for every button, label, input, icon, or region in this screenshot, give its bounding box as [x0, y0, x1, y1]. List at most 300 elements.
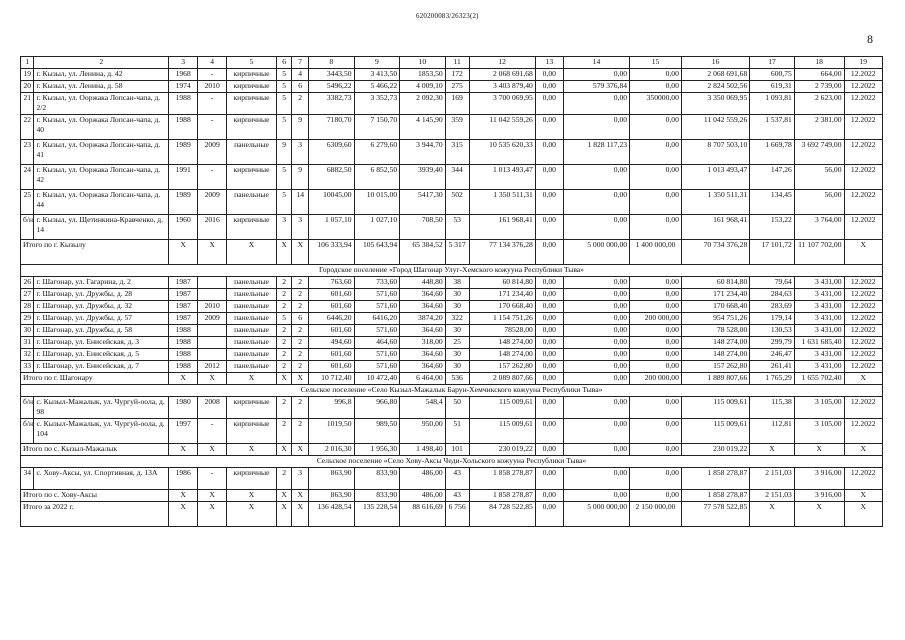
total-cell: X	[292, 444, 309, 456]
total-cell: 5 000 000,00	[563, 240, 629, 265]
table-cell: 161 968,41	[681, 215, 749, 240]
table-cell: 2008	[198, 397, 227, 419]
table-cell: 30	[445, 349, 469, 361]
table-cell: кирпичные	[227, 215, 277, 240]
table-cell: панельные	[227, 325, 277, 337]
total-cell: 0,00	[563, 490, 629, 502]
table-cell: 299,79	[750, 337, 795, 349]
table-cell: 0,00	[535, 190, 563, 215]
total-cell: 486,00	[400, 490, 446, 502]
table-cell: 0,00	[563, 115, 629, 140]
total-cell: 5 000 000,00	[563, 502, 629, 527]
column-number-header: 10	[400, 57, 446, 69]
table-cell: 601,60	[308, 349, 354, 361]
total-cell: 833,90	[354, 490, 400, 502]
total-cell: 200 000,00	[630, 373, 682, 385]
table-cell: 0,00	[563, 313, 629, 325]
table-cell: 5	[276, 69, 292, 81]
table-cell: 8 707 503,10	[681, 140, 749, 165]
total-cell: X	[227, 502, 277, 527]
table-cell	[198, 349, 227, 361]
table-row	[21, 397, 883, 419]
table-cell: 0,00	[535, 289, 563, 301]
table-cell: 0,00	[535, 115, 563, 140]
table-cell: 5	[276, 165, 292, 190]
table-cell: 112,81	[750, 419, 795, 444]
total-cell: 0,00	[535, 373, 563, 385]
total-row	[21, 444, 883, 456]
table-cell: 3 944,70	[400, 140, 446, 165]
total-cell: 2 151,03	[750, 490, 795, 502]
total-cell: 6 464,00	[400, 373, 446, 385]
address-cell: г. Шагонар, ул. Дружбы, д. 32	[34, 301, 169, 313]
total-cell: 5 317	[445, 240, 469, 265]
table-cell: 12.2022	[844, 277, 882, 289]
table-cell: 996,8	[308, 397, 354, 419]
table-cell: 2016	[198, 215, 227, 240]
table-cell: 1987	[169, 313, 198, 325]
total-cell: 77 578 522,85	[681, 502, 749, 527]
table-cell: 12.2022	[844, 313, 882, 325]
section-heading: Городское поселение «Город Шагонар Улуг-Хемского кожууна Республики Тыва»	[21, 265, 883, 277]
total-cell: 101	[445, 444, 469, 456]
table-cell: 2 068 691,68	[469, 69, 535, 81]
table-cell: 0,00	[630, 69, 682, 81]
address-cell: г. Кызыл, ул. Ленина, д. 42	[34, 69, 169, 81]
table-cell: 1 669,78	[750, 140, 795, 165]
table-cell: 3382,73	[308, 93, 354, 115]
table-cell: 3874,20	[400, 313, 446, 325]
address-cell: г. Шагонар, ул. Дружбы, д. 28	[34, 289, 169, 301]
address-cell: с. Кызыл-Мажалык, ул. Чургуй-оола, д. 98	[34, 397, 169, 419]
table-cell: 6446,20	[308, 313, 354, 325]
table-cell: 43	[445, 468, 469, 490]
table-cell: 0,00	[563, 325, 629, 337]
table-cell: 56,00	[794, 190, 844, 215]
table-row	[21, 337, 883, 349]
table-cell: 38	[445, 277, 469, 289]
table-cell: -	[198, 468, 227, 490]
table-cell: 1997	[169, 419, 198, 444]
table-cell: 708,50	[400, 215, 446, 240]
table-cell: 56,00	[794, 165, 844, 190]
total-cell: X	[794, 444, 844, 456]
table-cell: 23	[21, 140, 34, 165]
table-cell: 5 466,22	[354, 81, 400, 93]
table-cell: 12.2022	[844, 468, 882, 490]
total-cell: 2 016,30	[308, 444, 354, 456]
table-cell: 30	[445, 361, 469, 373]
table-cell: 3 431,00	[794, 325, 844, 337]
address-cell: г. Шагонар, ул. Енисейская, д. 3	[34, 337, 169, 349]
total-cell: 136 428,54	[308, 502, 354, 527]
address-cell: с. Хову-Аксы, ул. Спортивная, д. 13А	[34, 468, 169, 490]
table-cell: 0,00	[563, 289, 629, 301]
total-label: Итого по г. Кызылу	[21, 240, 169, 265]
table-cell: 2	[292, 397, 309, 419]
total-cell: X	[276, 444, 292, 456]
table-cell: 33	[21, 361, 34, 373]
table-cell: 364,60	[400, 301, 446, 313]
table-cell: 34	[21, 468, 34, 490]
table-cell: 1988	[169, 361, 198, 373]
total-cell: X	[794, 502, 844, 527]
table-cell: 25	[21, 190, 34, 215]
column-number-header: 15	[630, 57, 682, 69]
column-number-header: 14	[563, 57, 629, 69]
table-cell: панельные	[227, 349, 277, 361]
table-cell: б/н	[21, 397, 34, 419]
table-cell: 2 623,00	[794, 93, 844, 115]
table-cell: 0,00	[563, 301, 629, 313]
table-cell: 9	[292, 115, 309, 140]
total-cell: X	[169, 444, 198, 456]
table-cell: 364,60	[400, 361, 446, 373]
table-cell: 2	[276, 289, 292, 301]
column-number-header: 16	[681, 57, 749, 69]
table-cell: 2	[276, 349, 292, 361]
section-heading: Сельское поселение «Село Кызыл-Мажалык Барун-Хемчикского кожууна Республики Тыва»	[21, 385, 883, 397]
table-cell: 0,00	[535, 361, 563, 373]
address-cell: г. Шагонар, ул. Дружбы, д. 57	[34, 313, 169, 325]
total-cell: 135 228,54	[354, 502, 400, 527]
total-cell: 230 019,22	[469, 444, 535, 456]
table-cell: 246,47	[750, 349, 795, 361]
total-row	[21, 240, 883, 265]
table-cell: 2010	[198, 301, 227, 313]
table-cell: 3	[292, 468, 309, 490]
table-cell: 5417,30	[400, 190, 446, 215]
table-cell: 60 814,80	[681, 277, 749, 289]
total-cell: X	[276, 240, 292, 265]
total-cell: X	[227, 490, 277, 502]
table-cell: 601,60	[308, 325, 354, 337]
table-cell: 12.2022	[844, 215, 882, 240]
document-id: 620200083/26323(2)	[416, 12, 479, 20]
table-cell: 464,60	[354, 337, 400, 349]
address-cell: г. Шагонар, ул. Енисейская, д. 5	[34, 349, 169, 361]
table-cell: 60 814,80	[469, 277, 535, 289]
total-cell: 1 765,29	[750, 373, 795, 385]
table-cell: 153,22	[750, 215, 795, 240]
table-cell: 1 858 278,87	[681, 468, 749, 490]
table-cell: 3443,50	[308, 69, 354, 81]
total-cell: 106 333,94	[308, 240, 354, 265]
table-cell: 0,00	[630, 289, 682, 301]
address-cell: г. Кызыл, ул. Щетинкина-Кравченко, д. 14	[34, 215, 169, 240]
table-cell: 5	[276, 115, 292, 140]
table-cell: 364,60	[400, 289, 446, 301]
table-cell: 1 154 751,26	[469, 313, 535, 325]
table-cell: 0,00	[563, 349, 629, 361]
column-number-row	[21, 57, 883, 69]
column-number-header: 8	[308, 57, 354, 69]
table-cell: 284,63	[750, 289, 795, 301]
table-cell: 9	[292, 165, 309, 190]
table-cell: 344	[445, 165, 469, 190]
column-number-header: 4	[198, 57, 227, 69]
table-cell: 1980	[169, 397, 198, 419]
table-cell: 6416,20	[354, 313, 400, 325]
table-cell: кирпичные	[227, 165, 277, 190]
table-cell: 2009	[198, 190, 227, 215]
table-cell	[198, 325, 227, 337]
table-cell: 12.2022	[844, 397, 882, 419]
table-cell: 989,50	[354, 419, 400, 444]
table-cell: 30	[445, 325, 469, 337]
table-cell: 2	[276, 397, 292, 419]
table-cell: 5496,22	[308, 81, 354, 93]
total-cell: 0,00	[563, 444, 629, 456]
total-cell: X	[227, 240, 277, 265]
column-number-header: 11	[445, 57, 469, 69]
table-cell: 9	[276, 140, 292, 165]
table-cell: кирпичные	[227, 69, 277, 81]
table-cell: 20	[21, 81, 34, 93]
column-number-header: 6	[276, 57, 292, 69]
table-cell: 1987	[169, 277, 198, 289]
table-cell: 29	[21, 313, 34, 325]
table-cell: 134,45	[750, 190, 795, 215]
table-cell: 2012	[198, 361, 227, 373]
table-cell: 1 537,81	[750, 115, 795, 140]
table-cell: 1 828 117,23	[563, 140, 629, 165]
table-cell: 275	[445, 81, 469, 93]
total-cell: X	[169, 240, 198, 265]
total-cell: X	[169, 490, 198, 502]
table-cell: 3 105,00	[794, 397, 844, 419]
table-cell: 172	[445, 69, 469, 81]
table-cell: 32	[21, 349, 34, 361]
table-cell: 1 350 511,31	[469, 190, 535, 215]
total-cell: 17 101,72	[750, 240, 795, 265]
total-cell: 230 019,22	[681, 444, 749, 456]
table-cell: 6	[292, 313, 309, 325]
table-cell: 601,60	[308, 289, 354, 301]
table-cell: 1 013 493,47	[681, 165, 749, 190]
table-cell: 0,00	[563, 165, 629, 190]
table-cell: 3 916,00	[794, 468, 844, 490]
table-cell: 0,00	[630, 468, 682, 490]
table-cell: 1988	[169, 325, 198, 337]
table-cell: 4 009,10	[400, 81, 446, 93]
table-cell: 0,00	[535, 468, 563, 490]
table-cell: 161 968,41	[469, 215, 535, 240]
table-cell: б/н	[21, 419, 34, 444]
table-row	[21, 301, 883, 313]
table-cell: 0,00	[630, 419, 682, 444]
table-cell: 24	[21, 165, 34, 190]
table-cell: 2009	[198, 140, 227, 165]
table-row	[21, 313, 883, 325]
table-cell: 0,00	[630, 337, 682, 349]
total-label: Итого по г. Шагонару	[21, 373, 169, 385]
table-cell: 3 431,00	[794, 313, 844, 325]
table-cell: 50	[445, 397, 469, 419]
total-cell: X	[276, 373, 292, 385]
total-cell: 0,00	[630, 490, 682, 502]
total-label: Итого по с. Хову-Аксы	[21, 490, 169, 502]
total-cell: 88 616,69	[400, 502, 446, 527]
table-cell: -	[198, 165, 227, 190]
table-cell: 571,60	[354, 349, 400, 361]
table-cell: 601,60	[308, 361, 354, 373]
total-cell: 1 858 278,87	[681, 490, 749, 502]
table-cell: 1987	[169, 289, 198, 301]
total-cell: 0,00	[535, 502, 563, 527]
table-cell: 115 009,61	[681, 419, 749, 444]
table-cell: 21	[21, 93, 34, 115]
table-cell: 171 234,40	[681, 289, 749, 301]
column-number-header: 13	[535, 57, 563, 69]
table-cell: 0,00	[535, 397, 563, 419]
table-cell: 1 631 685,40	[794, 337, 844, 349]
table-cell: 12.2022	[844, 69, 882, 81]
table-row	[21, 215, 883, 240]
table-cell: -	[198, 115, 227, 140]
table-cell: 3 413,50	[354, 69, 400, 81]
table-cell: 0,00	[630, 215, 682, 240]
table-cell: 1988	[169, 337, 198, 349]
total-cell: 84 728 522,85	[469, 502, 535, 527]
table-cell: 318,00	[400, 337, 446, 349]
table-cell: 2	[292, 301, 309, 313]
table-cell	[198, 337, 227, 349]
table-cell: 11 042 559,26	[469, 115, 535, 140]
table-cell: 1968	[169, 69, 198, 81]
table-cell: 200 000,00	[630, 313, 682, 325]
table-cell: 2	[292, 289, 309, 301]
total-cell: 6 756	[445, 502, 469, 527]
table-cell: 11 042 559,26	[681, 115, 749, 140]
table-cell: 1 858 278,87	[469, 468, 535, 490]
total-cell: X	[169, 373, 198, 385]
table-cell: 10 015,00	[354, 190, 400, 215]
table-cell: панельные	[227, 337, 277, 349]
total-cell: 1 858 278,87	[469, 490, 535, 502]
table-cell: 2	[276, 301, 292, 313]
total-cell: 1 889 807,66	[681, 373, 749, 385]
table-cell: 12.2022	[844, 190, 882, 215]
total-cell: 1 956,30	[354, 444, 400, 456]
table-cell: 1986	[169, 468, 198, 490]
table-cell: 579 376,84	[563, 81, 629, 93]
table-cell: 954 751,26	[681, 313, 749, 325]
total-cell: X	[750, 444, 795, 456]
table-cell: 0,00	[535, 215, 563, 240]
table-cell: 0,00	[535, 81, 563, 93]
table-cell: 1989	[169, 190, 198, 215]
table-cell: 3 431,00	[794, 289, 844, 301]
total-cell: 536	[445, 373, 469, 385]
table-cell: 283,69	[750, 301, 795, 313]
table-cell: 130,53	[750, 325, 795, 337]
table-row	[21, 115, 883, 140]
column-number-header: 3	[169, 57, 198, 69]
total-cell: 10 472,40	[354, 373, 400, 385]
table-cell: 1991	[169, 165, 198, 190]
table-cell: 863,90	[308, 468, 354, 490]
address-cell: г. Кызыл, ул. Ленина, д. 58	[34, 81, 169, 93]
table-cell: 1988	[169, 349, 198, 361]
section-heading-row	[21, 265, 883, 277]
table-cell: 1 350 511,31	[681, 190, 749, 215]
table-cell: 2	[276, 337, 292, 349]
table-cell: 31	[21, 337, 34, 349]
table-cell: 1 093,81	[750, 93, 795, 115]
total-cell: 70 734 376,28	[681, 240, 749, 265]
table-cell: 2	[292, 349, 309, 361]
total-cell: X	[844, 444, 882, 456]
total-cell: X	[198, 373, 227, 385]
table-cell	[198, 277, 227, 289]
total-cell: 0,00	[630, 444, 682, 456]
table-cell: 322	[445, 313, 469, 325]
table-cell: панельные	[227, 140, 277, 165]
table-cell: 12.2022	[844, 81, 882, 93]
table-cell: 2 068 691,68	[681, 69, 749, 81]
total-cell: 0,00	[535, 240, 563, 265]
column-number-header: 17	[750, 57, 795, 69]
total-cell: X	[844, 490, 882, 502]
table-cell: 170 668,40	[681, 301, 749, 313]
table-cell: 7180,70	[308, 115, 354, 140]
table-cell: 0,00	[535, 69, 563, 81]
table-cell: 3 692 749,00	[794, 140, 844, 165]
column-number-header: 19	[844, 57, 882, 69]
table-row	[21, 361, 883, 373]
table-cell: кирпичные	[227, 93, 277, 115]
total-cell: 2 089 807,66	[469, 373, 535, 385]
total-cell: 0,00	[535, 490, 563, 502]
table-row	[21, 419, 883, 444]
table-cell: 53	[445, 215, 469, 240]
address-cell: г. Кызыл, ул. Ооржака Лопсан-чапа, д. 40	[34, 115, 169, 140]
table-cell: 5	[276, 93, 292, 115]
table-cell: 2 824 502,56	[681, 81, 749, 93]
table-cell: 12.2022	[844, 361, 882, 373]
table-cell: -	[198, 419, 227, 444]
address-cell: г. Шагонар, ул. Енисейская, д. 7	[34, 361, 169, 373]
table-cell: кирпичные	[227, 81, 277, 93]
table-cell: 78528,00	[469, 325, 535, 337]
table-cell: 364,60	[400, 349, 446, 361]
table-cell: 115 009,61	[681, 397, 749, 419]
table-row	[21, 93, 883, 115]
total-cell: X	[227, 373, 277, 385]
table-cell: 30	[445, 289, 469, 301]
table-cell: панельные	[227, 190, 277, 215]
table-cell: 3 431,00	[794, 361, 844, 373]
table-cell: 1 013 493,47	[469, 165, 535, 190]
table-cell: 4	[292, 69, 309, 81]
table-body	[21, 57, 883, 527]
total-label: Итого по с. Кызыл-Мажалык	[21, 444, 169, 456]
table-cell: 30	[445, 301, 469, 313]
table-cell: кирпичные	[227, 419, 277, 444]
total-cell: X	[227, 444, 277, 456]
table-row	[21, 69, 883, 81]
table-cell: панельные	[227, 313, 277, 325]
table-cell: 171 234,40	[469, 289, 535, 301]
table-cell: 3	[292, 140, 309, 165]
table-row	[21, 468, 883, 490]
table-cell: 3 352,73	[354, 93, 400, 115]
table-cell: 364,60	[400, 325, 446, 337]
address-cell: г. Кызыл, ул. Ооржака Лопсан-чапа, д. 41	[34, 140, 169, 165]
table-cell: 601,60	[308, 301, 354, 313]
total-cell: 10 712,40	[308, 373, 354, 385]
